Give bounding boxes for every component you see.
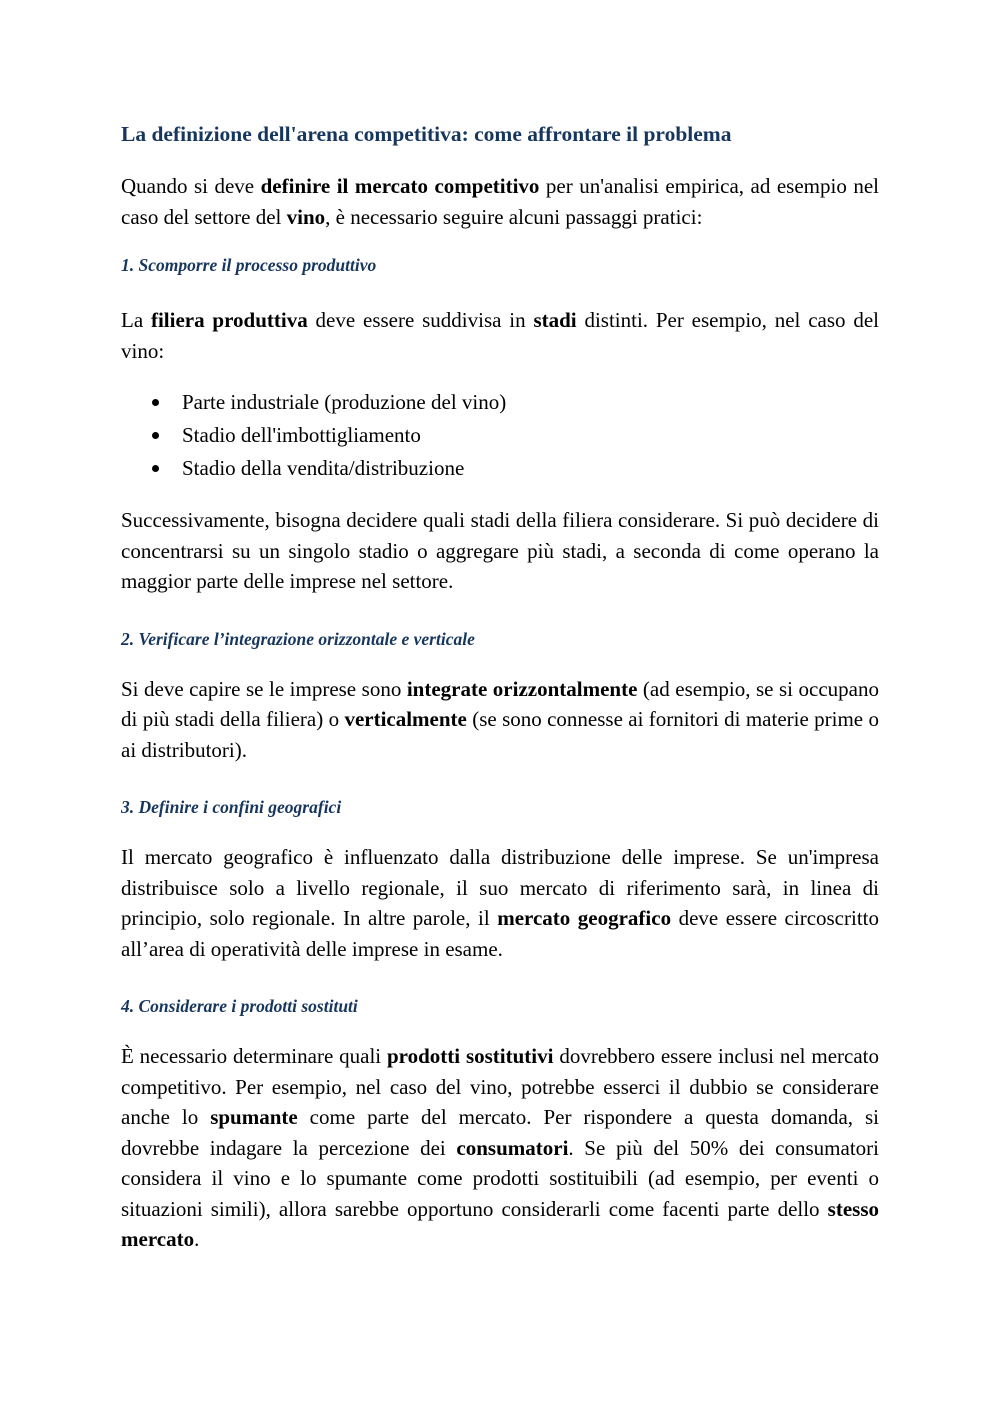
section-4-bold-term: spumante (210, 1105, 298, 1129)
intro-bold-term: definire il mercato competitivo (260, 174, 540, 198)
section-4-text: dovrebbero essere inclusi nel mercato competitivo. Per esempio, nel caso del vino, potrebbe esserci il dubbio se considerare anche lo (121, 1044, 879, 1129)
section-3-paragraph (121, 842, 879, 964)
list-item-label: Stadio dell'imbottigliamento (182, 423, 421, 447)
intro-text: per un'analisi empirica, ad esempio nel caso del settore del (121, 174, 879, 229)
intro-bold-term: vino (286, 204, 326, 229)
list-item (121, 452, 879, 485)
bullet-icon (152, 399, 159, 406)
section-3-bold-term: mercato geografico (497, 906, 672, 930)
bullet-icon (152, 432, 159, 439)
section-3-text: deve essere circoscritto all’area di operatività delle imprese in esame. (121, 906, 880, 961)
section-2-paragraph (121, 674, 879, 766)
document-page (121, 117, 879, 1255)
list-item-label: Parte industriale (produzione del vino) (182, 390, 507, 414)
section-3-text: Il mercato geografico è influenzato dalla distribuzione delle imprese. Se un'impresa distribuisce solo a livello regionale, il suo mercato di riferimento sarà, in linea di principio, solo regionale. In altre parole, il (121, 845, 879, 930)
section-4-text: come parte del mercato. Per rispondere a questa domanda, si dovrebbe indagare la percezione dei (121, 1105, 880, 1160)
section-1-text: distinti. Per esempio, nel caso del vino: (121, 308, 879, 363)
list-item (121, 419, 879, 452)
intro-text: Quando si deve (121, 174, 261, 198)
section-2-bold-term: verticalmente (344, 707, 467, 731)
list-item-label: Stadio della vendita/distribuzione (182, 456, 465, 480)
section-4-heading: 4. Considerare i prodotti sostituti (121, 996, 358, 1016)
list-item (121, 386, 879, 419)
intro-paragraph (121, 171, 879, 232)
section-1-paragraph (121, 305, 879, 366)
section-1-bold-term: stadi (533, 308, 577, 332)
section-4-text: È necessario determinare quali (121, 1044, 387, 1068)
section-4-bold-term: prodotti sostitutivi (386, 1044, 554, 1068)
bullet-icon (152, 465, 159, 472)
page-title: La definizione dell'arena competitiva: come affrontare il problema (121, 122, 732, 146)
section-1-heading: 1. Scomporre il processo produttivo (121, 255, 377, 275)
section-1-bold-term: filiera produttiva (150, 308, 308, 332)
section-1-text: La (121, 308, 151, 332)
section-2-heading: 2. Verificare l’integrazione orizzontale e verticale (121, 628, 475, 649)
bullet-list (121, 386, 879, 485)
section-1-paragraph-2: Successivamente, bisogna decidere quali stadi della filiera considerare. Si può decidere di concentrarsi su un singolo stadio o aggregare più stadi, a seconda di come operano la maggior parte delle imprese nel settore. (121, 508, 879, 593)
section-4-bold-term: consumatori (456, 1135, 569, 1160)
section-2-text: (se sono connesse ai fornitori di materie prime o ai distributori). (121, 707, 879, 762)
section-2-text: Si deve capire se le imprese sono (121, 676, 407, 701)
section-4-text: . (194, 1227, 200, 1251)
section-4-text: . Se più del 50% dei consumatori considera il vino e lo spumante come prodotti sostituibili (ad esempio, per eventi o situazioni simili), allora sarebbe opportuno considerarli come facenti parte dello (121, 1135, 879, 1221)
section-2-text: (ad esempio, se si occupano di più stadi della filiera) o (121, 676, 879, 731)
section-4-bold-term: stesso mercato (121, 1196, 879, 1251)
intro-text: , è necessario seguire alcuni passaggi pratici: (325, 204, 703, 229)
section-3-heading: 3. Definire i confini geografici (121, 797, 342, 817)
section-2-bold-term: integrate orizzontalmente (406, 676, 638, 701)
section-1-text: deve essere suddivisa in (307, 308, 534, 332)
section-4-paragraph (121, 1041, 879, 1255)
